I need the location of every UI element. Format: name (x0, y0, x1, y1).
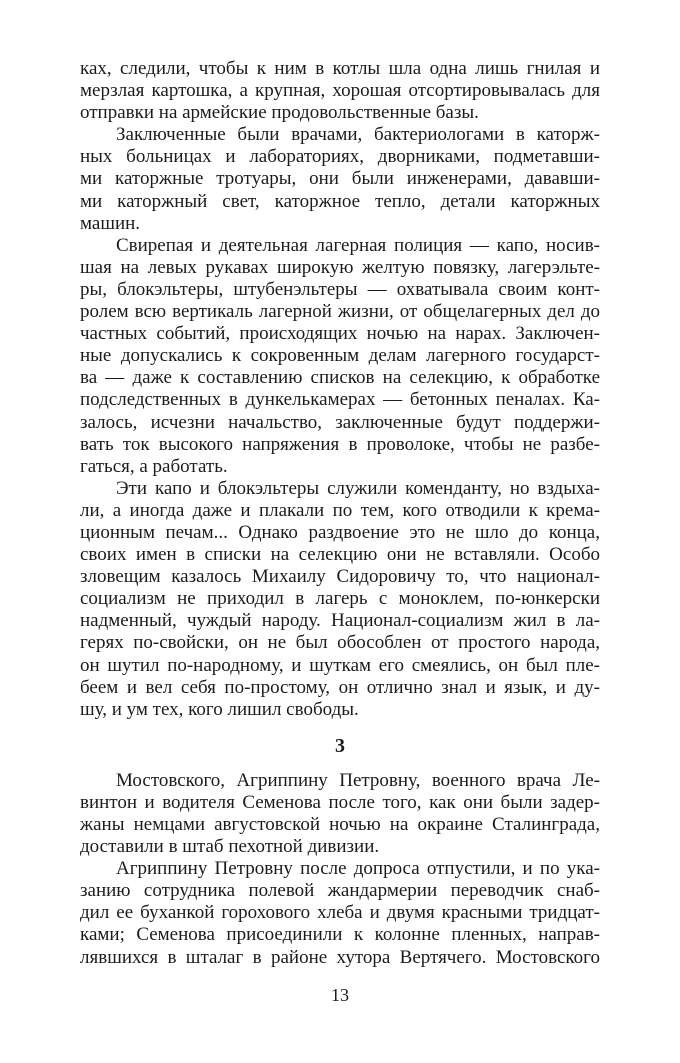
text-line: ками; Семенова присоединили к колонне пленных, направ- (80, 924, 600, 946)
text-line: гаться, а работать. (80, 455, 228, 477)
text-line: социализм не приходил в лагерь с моноклем, по-юнкерски (80, 588, 600, 610)
paragraph (80, 858, 600, 968)
text-line: отправки на армейские продовольственные базы. (80, 102, 479, 124)
text-line: шая на левых рукавах широкую желтую повязку, лагерэльте- (80, 256, 600, 278)
text-line: ках, следили, чтобы к ним в котлы шла одна лишь гнилая и (80, 58, 600, 79)
text-line: подследственных в дункелькамерах — бетонных пеналах. Ка- (80, 389, 600, 411)
text-line: вать ток высокого напряжения в проволоке, чтобы не разбе- (80, 433, 600, 455)
text-line: доставили в штаб пехотной дивизии. (80, 836, 380, 858)
text-line: герях по-свойски, он не был обособлен от простого народа, (80, 632, 600, 654)
text-line: ных больницах и лабораториях, дворниками, подметавши- (80, 146, 600, 168)
text-before-section (80, 58, 600, 721)
text-line: ми каторжный свет, каторжное тепло, детали каторжных (80, 190, 600, 212)
text-line: Свирепая и деятельная лагерная полиция — капо, носив- (116, 234, 600, 256)
text-after-section (80, 770, 600, 969)
text-line: жаны немцами августовской ночью на окраине Сталинграда, (80, 814, 600, 835)
text-line: ные допускались к сокровенным делам лагерного государст- (80, 345, 600, 367)
text-line: Эти капо и блокэльтеры служили коменданту, но вздыха- (116, 477, 600, 499)
text-line: лявшихся в шталаг в районе хутора Вертячего. Мостовского (80, 946, 600, 968)
text-line: он шутил по-народному, и шуткам его смеялись, он был пле- (80, 654, 600, 676)
page-number: 13 (331, 985, 349, 1005)
text-line: своих имен в списки на селекцию они не вставляли. Особо (80, 544, 600, 566)
text-line: Заключенные были врачами, бактериологами в каторж- (116, 124, 600, 146)
text-line: занию сотрудника полевой жандармерии переводчик снаб- (80, 880, 600, 902)
paragraph (80, 58, 600, 124)
text-line: мерзлая картошка, а крупная, хорошая отсортировывалась для (80, 80, 600, 102)
text-line: зловещим казалось Михаилу Сидоровичу то, что национал- (80, 566, 600, 588)
text-line: Мостовского, Агриппину Петровну, военного врача Ле- (116, 769, 600, 791)
text-line: ролем всю вертикаль лагерной жизни, от общелагерных дел до (80, 301, 600, 323)
text-line: машин. (80, 212, 141, 234)
text-line: винтон и водителя Семенова после того, как они были задер- (80, 791, 600, 813)
text-line: шу, и ум тех, кого лишил свободы. (80, 698, 359, 720)
text-line: залось, исчезни начальство, заключенные будут поддержи- (80, 411, 600, 433)
text-line: ры, блокэльтеры, штубенэльтеры — охватывала своим конт- (80, 278, 600, 300)
paragraph (80, 478, 600, 721)
paragraph (80, 770, 600, 858)
text-line: ми каторжные тротуары, они были инженерами, дававши- (80, 168, 600, 190)
paragraph (80, 124, 600, 234)
text-line: Агриппину Петровну после допроса отпустили, и по ука- (116, 858, 600, 880)
paragraph (80, 235, 600, 478)
text-line: ционным печам... Однако раздвоение это не шло до конца, (80, 521, 600, 543)
text-line: надменный, чуждый народу. Национал-социализм жил в ла- (80, 610, 600, 632)
text-line: частных событий, происходящих ночью на нарах. Заключен- (80, 323, 600, 345)
book-page (80, 58, 600, 969)
text-line: ва — даже к составлению списков на селекцию, к обработке (80, 367, 600, 389)
text-line: дил ее буханкой горохового хлеба и двумя красными тридцат- (80, 902, 600, 924)
text-line: беем и вел себя по-простому, он отлично знал и язык, и ду- (80, 676, 600, 698)
text-line: ли, а иногда даже и плакали по тем, кого отводили к крема- (80, 499, 600, 521)
section-number: 3 (335, 734, 345, 757)
